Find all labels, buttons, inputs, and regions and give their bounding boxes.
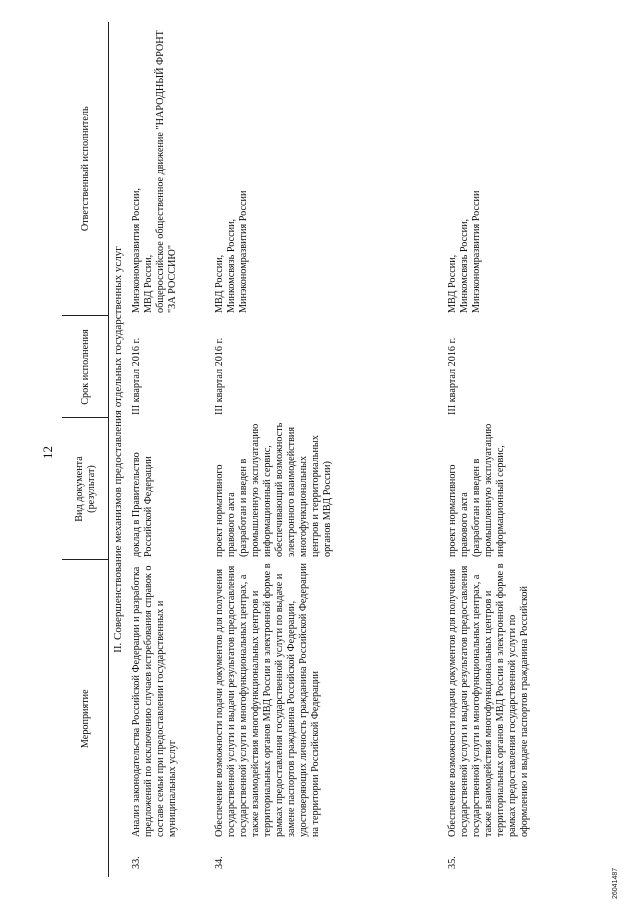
- footer-stamp: 26041487: [612, 867, 619, 899]
- header-event: Мероприятие: [62, 560, 109, 877]
- row-event: Обеспечение возможности подачи документов для получения государственной услуги и выдачи результатов предоставления государственной услуги в многофункциональных центрах, а также взаимодействия многофункциональных центров и территориальных органов МВД России в электронной форме в рамках предоставления государственной услуги по оформлению и выдаче паспортов гражданина Российской: [447, 563, 530, 837]
- row-doc-type: проект нормативного правового акта (разработан и введен в промышленную эксплуатацию информационный сервис, обеспечивающий возможность электронного взаимодействия многофункциональных центров и территориальных органов МВД России): [214, 422, 333, 557]
- row-number: 34.: [214, 856, 225, 869]
- row-doc-type: проект нормативного правового акта (разработан и введен в промышленную эксплуатацию информационный сервис,: [447, 423, 506, 557]
- header-responsible: Ответственный исполнитель: [62, 22, 109, 316]
- row-event: Обеспечение возможности подачи документов для получения государственной услуги и выдачи результатов предоставления государственной услуги в многофункциональных центрах, а также взаимодействия многофункциональных центров и территориальных органов МВД России в электронной форме в рамках предоставления государственной услуги по выдаче и замене паспортов гражданина Российской Федерации, удостоверяющих личность гражданина Российской Федерации на территории Российской Федерации: [214, 563, 321, 837]
- row-deadline: III квартал 2016 г.: [131, 337, 142, 415]
- table-row: [212, 22, 445, 877]
- table-header-row: [62, 22, 109, 877]
- table-row: [445, 22, 531, 877]
- page-number: 12: [40, 446, 55, 459]
- row-number: 33.: [131, 856, 142, 869]
- header-deadline: Срок исполнения: [62, 316, 109, 418]
- row-responsible: Минэкономразвития России, МВД России, общероссийское общественное движение "НАРОДНЫЙ ФРОНТ "ЗА РОССИЮ": [131, 30, 178, 313]
- row-number: 35.: [447, 856, 458, 869]
- table-row: [129, 22, 212, 877]
- row-responsible: МВД России, Минкомсвязь России, Минэкономразвития России: [447, 190, 482, 313]
- header-doc-type: Вид документа (результат): [62, 418, 109, 560]
- row-responsible: МВД России, Минкомсвязь России, Минэкономразвития России: [214, 190, 249, 313]
- row-deadline: III квартал 2016 г.: [447, 337, 458, 415]
- row-event: Анализ законодательства Российской Федерации и разработка предложений по исключению случаев истребования справок о составе семьи при предоставлении государственных и муниципальных услуг: [131, 565, 178, 837]
- section-title: II. Совершенствование механизмов предоставления отдельных государственных услуг: [112, 246, 124, 653]
- row-deadline: III квартал 2016 г.: [214, 337, 225, 415]
- row-doc-type: доклад в Правительство Российской Федерации: [131, 452, 154, 557]
- events-table: [62, 22, 531, 877]
